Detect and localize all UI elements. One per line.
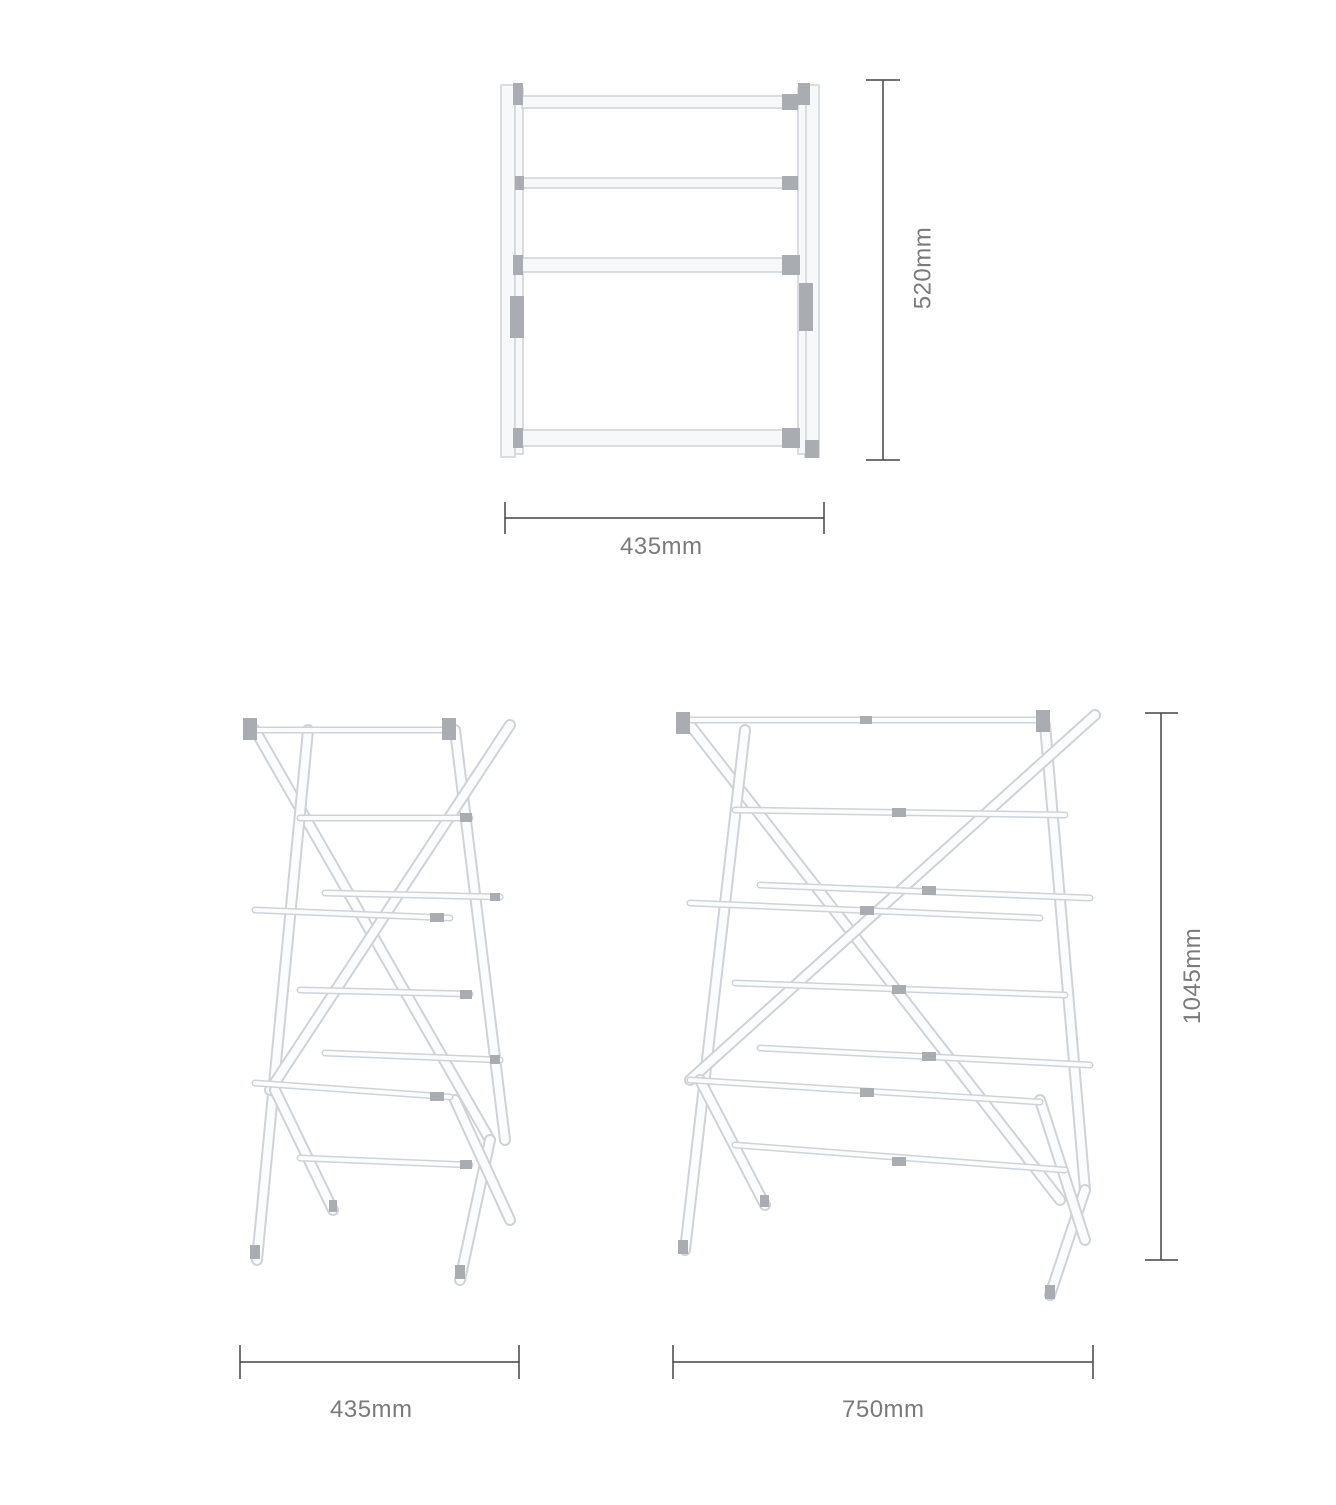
unfolded-rack: [240, 718, 519, 1379]
extended-width-label: 750mm: [842, 1396, 925, 1423]
unfolded-width-label: 435mm: [330, 1396, 413, 1423]
folded-width-label: 435mm: [620, 533, 703, 560]
folded-rack: [501, 80, 900, 534]
extended-rack: [673, 710, 1178, 1379]
extended-height-label: 1045mm: [1179, 927, 1207, 1025]
folded-height-label: 520mm: [909, 226, 937, 310]
